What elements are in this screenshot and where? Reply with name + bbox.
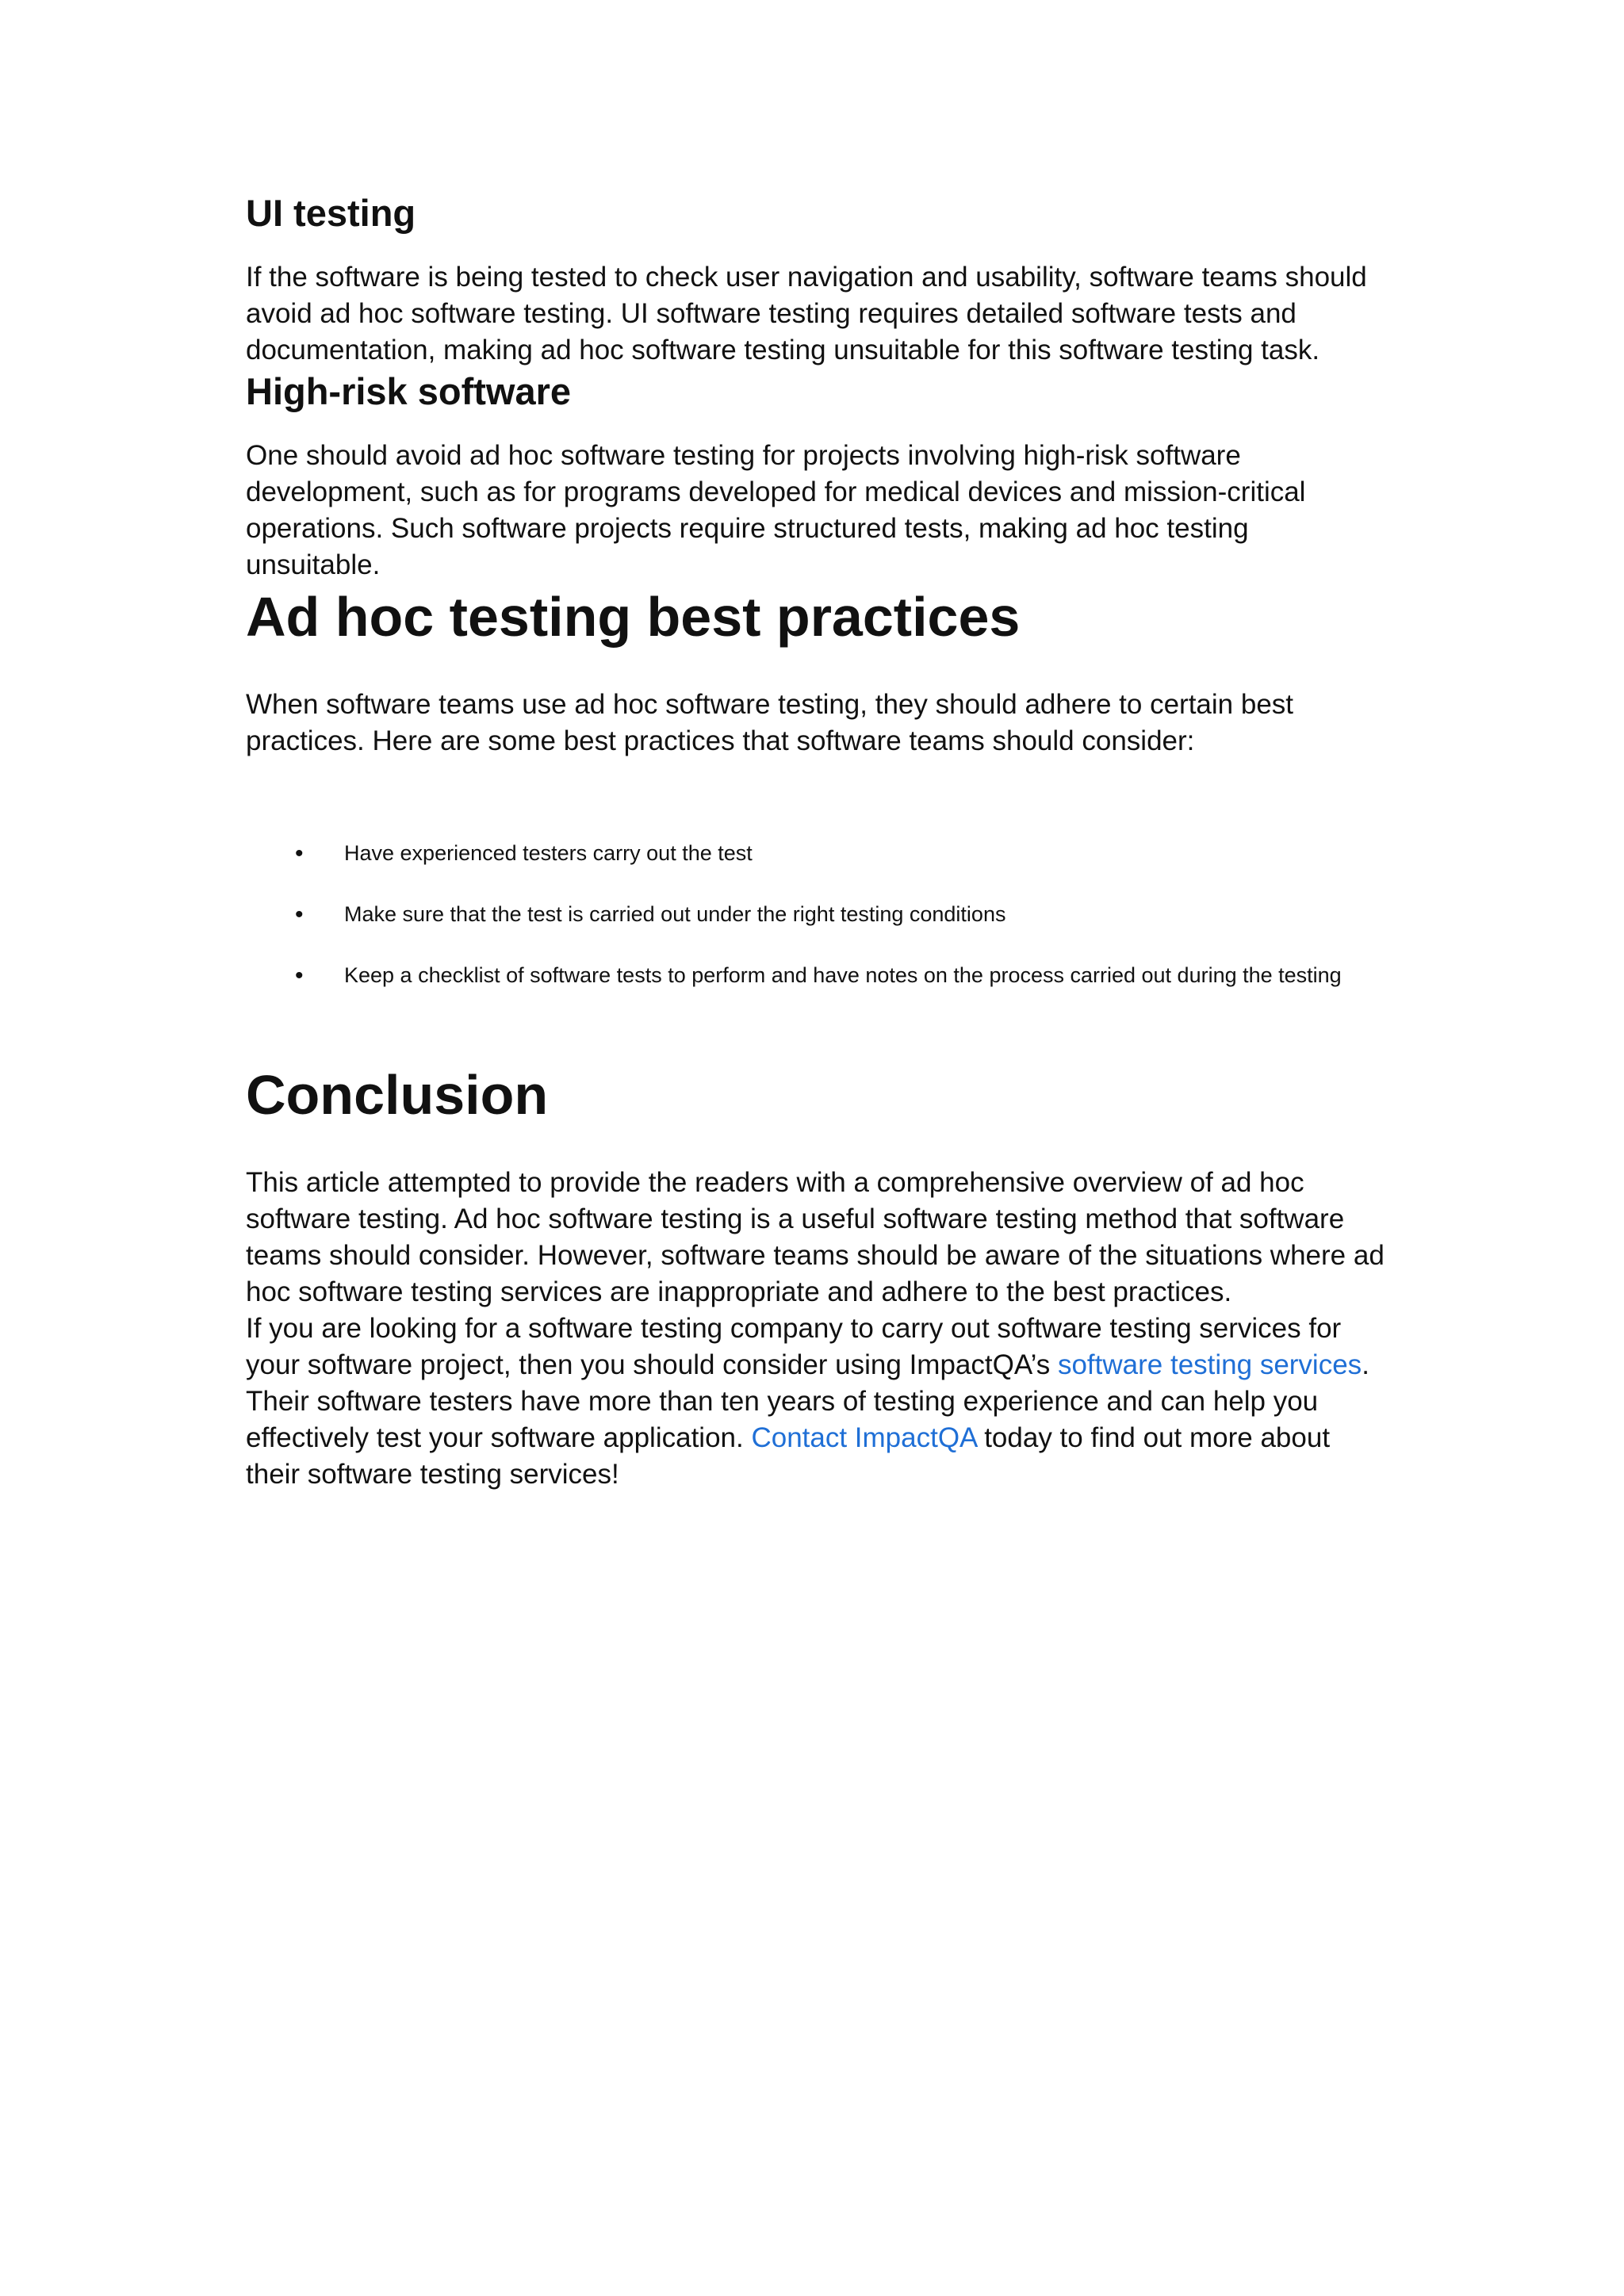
ui-testing-heading: UI testing <box>246 192 416 234</box>
list-item <box>246 884 1388 945</box>
conclusion-paragraph-2 <box>246 1311 1388 1493</box>
high-risk-paragraph: One should avoid ad hoc software testing for projects involving high-risk software development, such as for programs developed for medical devices and mission-critical operations. Such software projects require structured tests, making ad hoc testing unsuitable. <box>246 439 1306 580</box>
conclusion-p2-text-1: If you are looking for a software testing company to carry out software testing services for your software project, then you should consider using ImpactQA’s <box>246 1312 1342 1380</box>
best-practices-intro: When software teams use ad hoc software testing, they should adhere to certain best practices. Here are some best practices that software teams should consider: <box>246 688 1294 756</box>
list-item-text: Have experienced testers carry out the test <box>344 840 753 865</box>
ui-testing-paragraph: If the software is being tested to check user navigation and usability, software teams should avoid ad hoc software testing. UI software testing requires detailed software tests and documentation, making ad hoc software testing unsuitable for this software testing task. <box>246 261 1367 365</box>
list-item-text: Make sure that the test is carried out under the right testing conditions <box>344 901 1006 926</box>
bullet-icon: • <box>295 840 304 867</box>
best-practices-list <box>246 823 1388 1006</box>
conclusion-p2-text-2: . Their software testers have more than ten years of testing experience and can help you effectively test your software application. <box>246 1349 1369 1453</box>
list-item <box>246 823 1388 884</box>
bullet-icon: • <box>295 901 304 928</box>
conclusion-heading: Conclusion <box>246 1063 549 1126</box>
contact-impactqa-link[interactable]: Contact ImpactQA <box>751 1422 977 1453</box>
software-testing-services-link[interactable]: software testing services <box>1057 1349 1362 1380</box>
document-content <box>246 190 1388 1493</box>
bullet-icon: • <box>295 962 304 989</box>
list-item <box>246 945 1388 1006</box>
list-item-text: Keep a checklist of software tests to perform and have notes on the process carried out during the testing <box>344 962 1342 987</box>
conclusion-p2-text-3: today to find out more about their software testing services! <box>246 1422 1331 1490</box>
high-risk-heading: High-risk software <box>246 369 572 412</box>
best-practices-heading: Ad hoc testing best practices <box>246 585 1021 648</box>
conclusion-paragraph-1: This article attempted to provide the readers with a comprehensive overview of ad hoc software testing. Ad hoc software testing is a useful software testing method that software teams should consider. However, software teams should be aware of the situations where ad hoc software testing services are inappropriate and adhere to the best practices. <box>246 1166 1385 1307</box>
